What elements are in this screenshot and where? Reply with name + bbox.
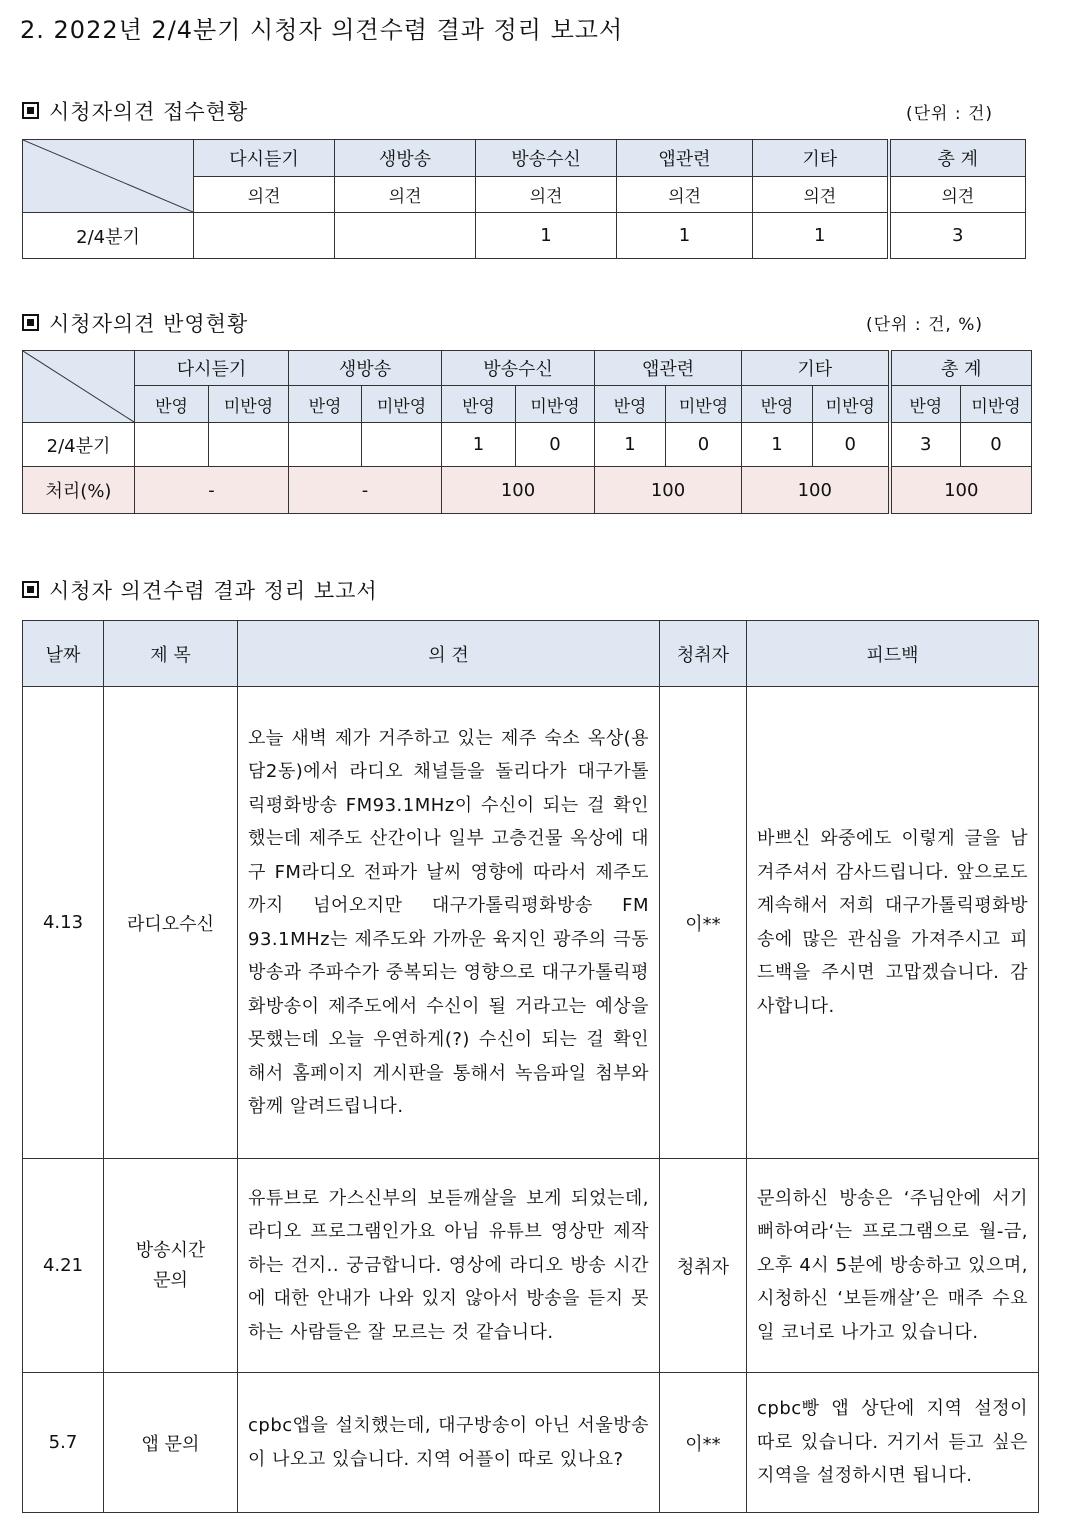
sub-header-unreflected: 미반영: [961, 386, 1032, 423]
table-cell: [289, 423, 362, 467]
document-title: 2. 2022년 2/4분기 시청자 의견수렴 결과 정리 보고서: [20, 16, 624, 44]
feedback-cell: 바쁘신 와중에도 이렇게 글을 남겨주셔서 감사드립니다. 앞으로도 계속해서 저희 대구가톨릭평화방송에 많은 관심을 가져주시고 피드백을 주시면 고맙겠습니다. 감사합니다.: [747, 687, 1039, 1159]
sub-header: 의견: [335, 177, 476, 213]
rate-cell: 100: [595, 467, 742, 514]
header-listener: 청취자: [660, 621, 747, 687]
rate-label: 처리(%): [23, 467, 135, 514]
opinion-cell: 오늘 새벽 제가 거주하고 있는 제주 숙소 옥상(용담2동)에서 라디오 채널들을 돌리다가 대구가톨릭평화방송 FM93.1MHz이 수신이 되는 걸 확인했는데 제주도 산간이나 일부 고층건물 옥상에 대구 FM라디오 전파가 날씨 영향에 따라서 제주도까지 넘어오지만 대구가톨릭평화방송 FM 93.1MHz는 제주도와 가까운 육지인 광주의 극동방송과 주파수가 중복되는 영향으로 대구가톨릭평화방송이 제주도에서 수신이 될 거라고는 예상을 못했는데 오늘 우연하게(?) 수신이 되는 걸 확인해서 홈페이지 게시판을 통해서 녹음파일 첨부와 함께 알려드립니다.: [238, 687, 660, 1159]
reflection-status-table: [22, 350, 1032, 514]
sub-header: 의견: [194, 177, 335, 213]
column-header: 생방송: [335, 140, 476, 177]
table-row: [23, 687, 1039, 1159]
column-header: 기타: [753, 140, 889, 177]
column-header-total: 총 계: [889, 140, 1026, 177]
sub-header-reflected: 반영: [442, 386, 516, 423]
column-header: 앱관련: [595, 351, 742, 386]
sub-header-reflected: 반영: [289, 386, 362, 423]
square-bullet-icon: [22, 102, 39, 119]
subject-cell: 라디오수신: [104, 687, 238, 1159]
listener-cell: 청취자: [660, 1159, 747, 1373]
section1-heading: [22, 96, 248, 126]
table-cell: 0: [516, 423, 595, 467]
header-subject: 제 목: [104, 621, 238, 687]
row-label: 2/4분기: [23, 423, 135, 467]
header-opinion: 의 견: [238, 621, 660, 687]
table-cell: [362, 423, 442, 467]
subject-cell: 방송시간 문의: [104, 1159, 238, 1373]
date-cell: 4.21: [23, 1159, 104, 1373]
sub-header-unreflected: 미반영: [516, 386, 595, 423]
sub-header: 의견: [617, 177, 753, 213]
feedback-cell: cpbc빵 앱 상단에 지역 설정이 따로 있습니다. 거기서 듣고 싶은 지역을 설정하시면 됩니다.: [747, 1373, 1039, 1513]
table-cell: 1: [617, 213, 753, 259]
date-cell: 4.13: [23, 687, 104, 1159]
feedback-cell: 문의하신 방송은 ‘주님안에 서기뻐하여라‘는 프로그램으로 월-금, 오후 4시 5분에 방송하고 있으며, 시청하신 ‘보듣깨살’은 매주 수요일 코너로 나가고 있습니다.: [747, 1159, 1039, 1373]
section1-title: 시청자의견 접수현황: [49, 100, 249, 124]
table-cell: 0: [813, 423, 890, 467]
column-header: 다시듣기: [135, 351, 289, 386]
rate-cell: 100: [742, 467, 890, 514]
sub-header-unreflected: 미반영: [813, 386, 890, 423]
sub-header-unreflected: 미반영: [209, 386, 289, 423]
sub-header-reflected: 반영: [890, 386, 961, 423]
opinion-cell: 유튜브로 가스신부의 보듣깨살을 보게 되었는데, 라디오 프로그램인가요 아님 유튜브 영상만 제작하는 건지.. 궁금합니다. 영상에 라디오 방송 시간에 대한 안내가 나와 있지 않아서 방송을 듣지 못하는 사람들은 잘 모르는 것 같습니다.: [238, 1159, 660, 1373]
table-cell: [194, 213, 335, 259]
section1-unit: (단위 : 건): [906, 104, 994, 124]
diagonal-header-cell: [23, 140, 194, 213]
sub-header-unreflected: 미반영: [362, 386, 442, 423]
sub-header-reflected: 반영: [742, 386, 813, 423]
header-feedback: 피드백: [747, 621, 1039, 687]
table-cell-total: 3: [890, 423, 961, 467]
table-cell: 0: [666, 423, 742, 467]
column-header: 기타: [742, 351, 890, 386]
table-cell: 1: [753, 213, 889, 259]
section2-heading: [22, 308, 248, 338]
rate-cell-total: 100: [890, 467, 1032, 514]
sub-header: 의견: [753, 177, 889, 213]
column-header-total: 총 계: [890, 351, 1032, 386]
opinion-cell: cpbc앱을 설치했는데, 대구방송이 아닌 서울방송이 나오고 있습니다. 지역 어플이 따로 있나요?: [238, 1373, 660, 1513]
diagonal-header-cell: [23, 351, 135, 423]
table-cell: 1: [476, 213, 617, 259]
column-header: 방송수신: [442, 351, 595, 386]
row-label: 2/4분기: [23, 213, 194, 259]
rate-cell: 100: [442, 467, 595, 514]
subject-cell: 앱 문의: [104, 1373, 238, 1513]
table-row: [23, 1159, 1039, 1373]
square-bullet-icon: [22, 314, 39, 331]
column-header: 앱관련: [617, 140, 753, 177]
column-header: 방송수신: [476, 140, 617, 177]
table-cell: [335, 213, 476, 259]
date-cell: 5.7: [23, 1373, 104, 1513]
opinion-report-table: [22, 620, 1039, 1513]
table-cell: [209, 423, 289, 467]
table-cell: 1: [742, 423, 813, 467]
sub-header: 의견: [476, 177, 617, 213]
section3-title: 시청자 의견수렴 결과 정리 보고서: [49, 579, 378, 603]
table-cell: [135, 423, 209, 467]
column-header: 생방송: [289, 351, 442, 386]
section2-title: 시청자의견 반영현황: [49, 312, 249, 336]
sub-header-reflected: 반영: [135, 386, 209, 423]
sub-header: 의견: [889, 177, 1026, 213]
listener-cell: 이**: [660, 687, 747, 1159]
reception-status-table: [22, 139, 1026, 259]
table-row: [23, 1373, 1039, 1513]
rate-cell: -: [135, 467, 289, 514]
column-header: 다시듣기: [194, 140, 335, 177]
square-bullet-icon: [22, 581, 39, 598]
section2-unit: (단위 : 건, %): [866, 315, 984, 335]
table-cell: 1: [595, 423, 666, 467]
rate-cell: -: [289, 467, 442, 514]
header-date: 날짜: [23, 621, 104, 687]
table-cell: 1: [442, 423, 516, 467]
section3-heading: [22, 575, 378, 605]
table-cell-total: 0: [961, 423, 1032, 467]
listener-cell: 이**: [660, 1373, 747, 1513]
table-cell-total: 3: [889, 213, 1026, 259]
sub-header-unreflected: 미반영: [666, 386, 742, 423]
sub-header-reflected: 반영: [595, 386, 666, 423]
